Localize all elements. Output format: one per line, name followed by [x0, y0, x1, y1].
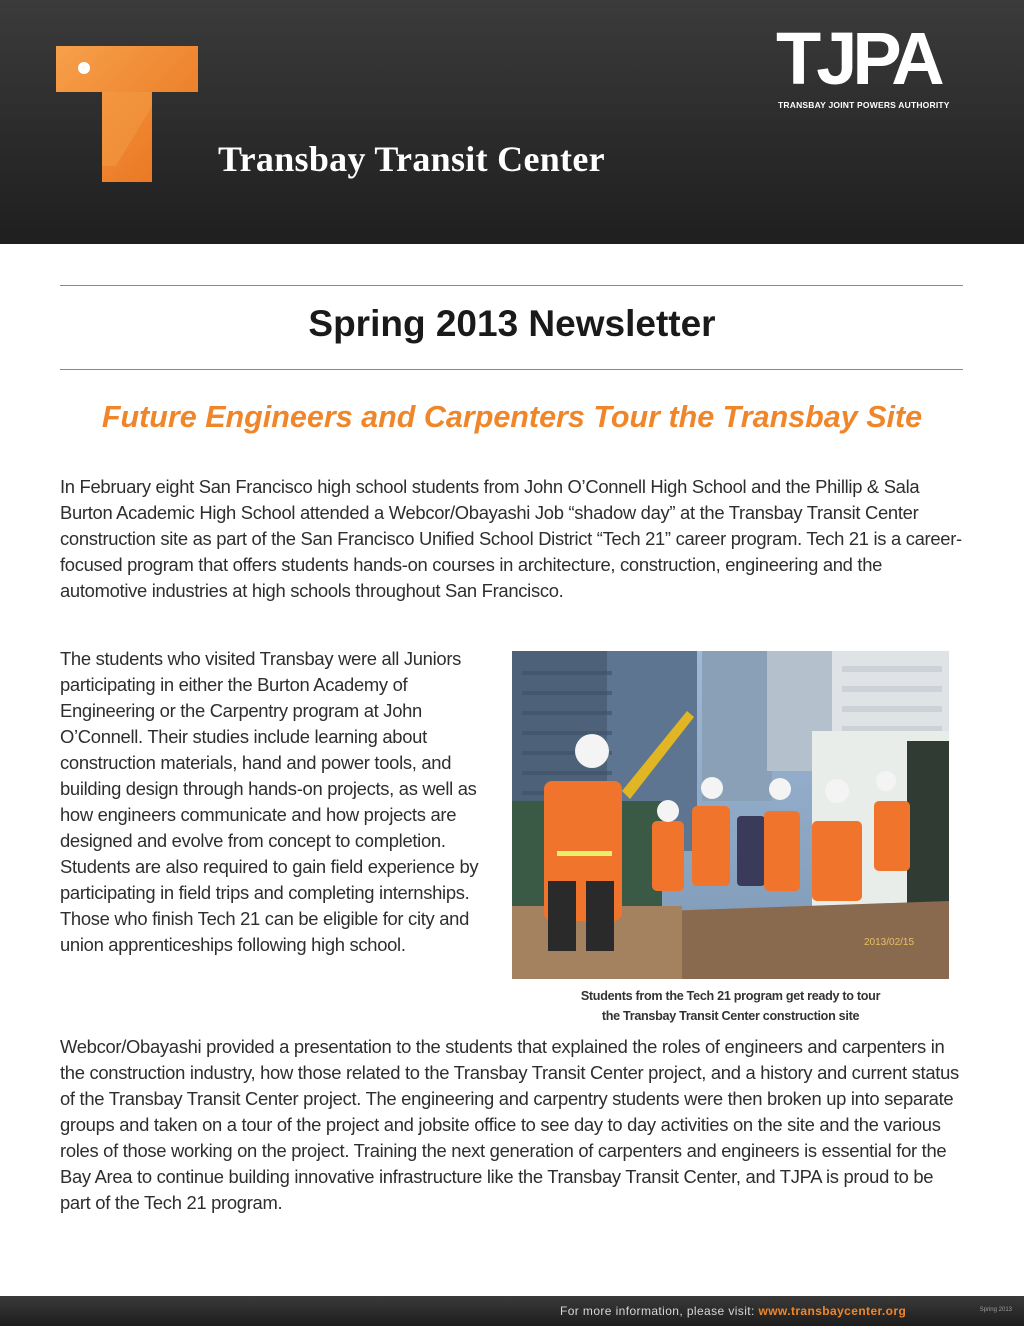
- article-paragraph: Webcor/Obayashi provided a presentation to the students that explained the roles of engineers and carpenters in the construction industry, how those related to the Transbay Transit Center project, and a history and current status of the Transbay Transit Center project. The engineering and carpentry students were then broken up into separate groups and taken on a tour of the project and jobsite office to see day to day activities on the site and the various roles of those working on the project. Training the next generation of carpenters and engineers is essential for the Bay Area to continue building innovative infrastructure like the Transbay Transit Center, and TJPA is proud to be part of the Tech 21 program.: [60, 1036, 959, 1213]
- footer-season: Spring 2013: [979, 1307, 1012, 1313]
- transbay-t-logo: [56, 46, 198, 182]
- footer-prefix: For more information, please visit:: [560, 1304, 759, 1318]
- title-rule-bottom: [60, 369, 963, 370]
- photo-caption: [512, 986, 949, 1026]
- title-rule-top: [60, 285, 963, 286]
- footer-website-link[interactable]: www.transbaycenter.org: [758, 1304, 907, 1318]
- tjpa-logo-letters: TJPA: [776, 17, 940, 100]
- article-paragraph: The students who visited Transbay were all Juniors participating in either the Burton Academy of Engineering or the Carpentry program at John O’Connell. Their studies include learning about construction materials, hand and power tools, and building design through hands-on projects, as well as how engineers communicate and how projects are designed and evolve from concept to completion. Students are also required to gain field experience by participating in field trips and completing internships. Those who finish Tech 21 can be eligible for city and union apprenticeships following high school.: [60, 648, 479, 955]
- tjpa-logo: [776, 17, 966, 114]
- footer-info: [560, 1304, 906, 1318]
- article-photo: [512, 651, 949, 979]
- article-headline: Future Engineers and Carpenters Tour the Transbay Site: [101, 400, 923, 434]
- photo-caption-line: the Transbay Transit Center construction site: [601, 1009, 860, 1023]
- newsletter-title: Spring 2013 Newsletter: [308, 303, 716, 344]
- photo-date-stamp: 2013/02/15: [864, 937, 915, 948]
- footer-band: [0, 1296, 1024, 1326]
- header-band: [0, 0, 1024, 244]
- construction-site-photo: [512, 651, 949, 979]
- article-paragraph: In February eight San Francisco high school students from John O’Connell High School and the Phillip & Sala Burton Academic High School attended a Webcor/Obayashi Job “shadow day” at the Transbay Transit Center construction site as part of the San Francisco Unified School District “Tech 21” career program. Tech 21 is a career-focused program that offers students hands-on courses in architecture, construction, engineering and the automotive industries at high schools throughout San Francisco.: [60, 476, 962, 601]
- site-title: Transbay Transit Center: [218, 139, 605, 179]
- photo-caption-line: Students from the Tech 21 program get ready to tour: [580, 989, 881, 1003]
- tjpa-logo-subtitle: TRANSBAY JOINT POWERS AUTHORITY: [778, 100, 950, 110]
